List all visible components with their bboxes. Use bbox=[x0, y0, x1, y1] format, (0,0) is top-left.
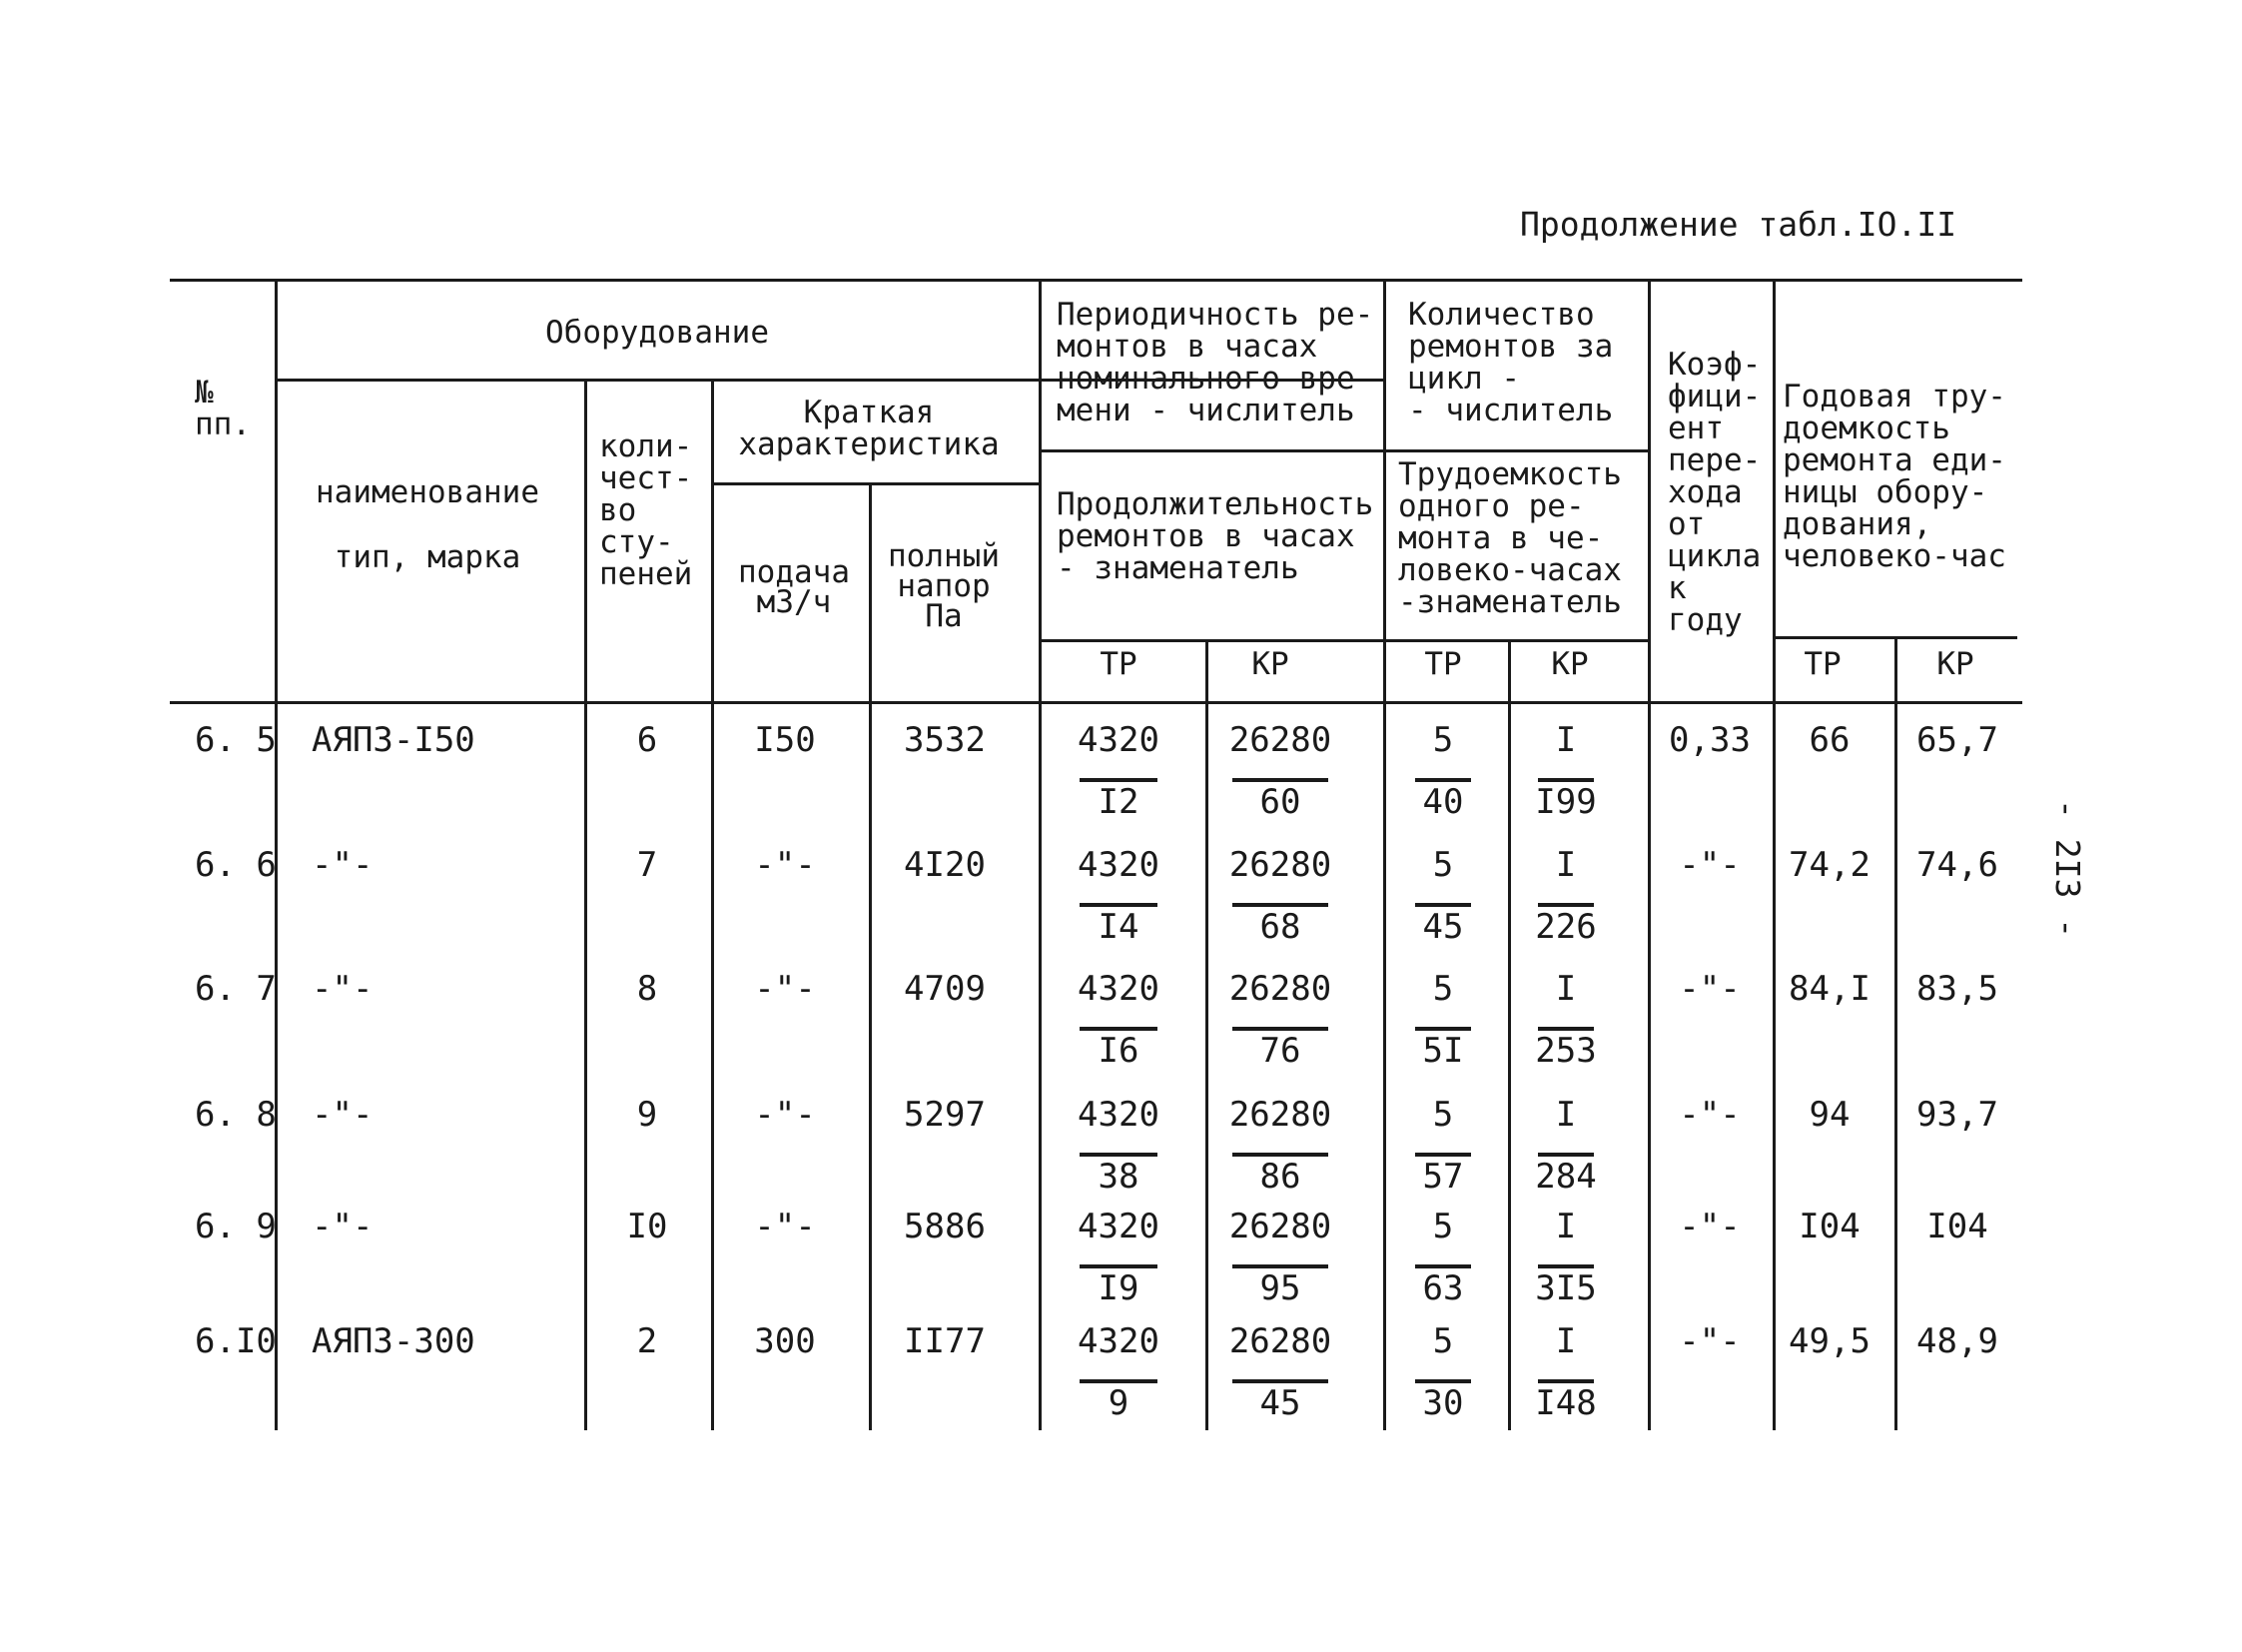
labor-header-line: -знаменатель bbox=[1398, 584, 1622, 620]
row-number: 6. 9 bbox=[195, 1207, 277, 1246]
fraction-denominator: 45 bbox=[1422, 907, 1464, 947]
fraction-denominator: 40 bbox=[1422, 782, 1464, 822]
tr-subheader: ТР bbox=[1100, 646, 1137, 682]
fraction-numerator: 26280 bbox=[1228, 1095, 1332, 1135]
fraction-denominator: I6 bbox=[1098, 1031, 1139, 1071]
column-rule-stages bbox=[711, 379, 714, 1430]
stage-count: 7 bbox=[636, 845, 658, 885]
flow-header-line: подача bbox=[738, 554, 850, 590]
coef-header-line: пере- bbox=[1668, 442, 1762, 478]
fraction-denominator: I99 bbox=[1535, 782, 1597, 822]
stage-count: I0 bbox=[626, 1207, 668, 1246]
period-header-line: Периодичность ре- bbox=[1057, 297, 1374, 333]
fraction-bar bbox=[1415, 1153, 1471, 1157]
fraction-numerator: 4320 bbox=[1078, 845, 1159, 885]
fraction-numerator: 5 bbox=[1432, 1321, 1454, 1361]
coef-header-line: хода bbox=[1668, 474, 1743, 510]
fraction-denominator: 63 bbox=[1422, 1268, 1464, 1308]
equipment-name: АЯПЗ-I50 bbox=[312, 720, 475, 760]
count-header-line: цикл - bbox=[1408, 361, 1520, 397]
labor-header-line: ловеко-часах bbox=[1398, 552, 1622, 588]
fraction-bar bbox=[1232, 1379, 1328, 1383]
fraction-numerator: 26280 bbox=[1228, 720, 1332, 760]
flow-header-line: м3/ч bbox=[756, 584, 832, 620]
stages-header-line: сту- bbox=[599, 524, 674, 560]
row-number: 6. 8 bbox=[195, 1095, 277, 1135]
tr-subheader: ТР bbox=[1424, 646, 1462, 682]
brief-header-line: характеристика bbox=[738, 426, 1000, 462]
stages-header-line: коли- bbox=[599, 428, 693, 464]
coef-header-line: цикла bbox=[1668, 538, 1762, 574]
head-value: 4709 bbox=[904, 969, 986, 1009]
num-header-line: пп. bbox=[195, 407, 251, 442]
annual-tr: 66 bbox=[1809, 720, 1851, 760]
kr-subheader: КР bbox=[1251, 646, 1289, 682]
fraction-denominator: 226 bbox=[1535, 907, 1597, 947]
fraction-bar bbox=[1232, 778, 1328, 782]
fraction-numerator: I bbox=[1555, 969, 1577, 1009]
fraction-denominator: 95 bbox=[1259, 1268, 1301, 1308]
annual-kr: 65,7 bbox=[1916, 720, 1998, 760]
duration-header-line: ремонтов в часах bbox=[1057, 518, 1355, 554]
fraction-numerator: 5 bbox=[1432, 845, 1454, 885]
fraction-denominator: 45 bbox=[1259, 1383, 1301, 1423]
head-header-line: полный bbox=[888, 538, 1000, 574]
num-header-line: № bbox=[195, 375, 214, 411]
annual-kr: 48,9 bbox=[1916, 1321, 1998, 1361]
transition-coef: -"- bbox=[1679, 1321, 1741, 1361]
fraction-bar bbox=[1538, 1264, 1594, 1268]
annual-header-line: человеко-час bbox=[1783, 538, 2006, 574]
fraction-numerator: 5 bbox=[1432, 969, 1454, 1009]
stages-header-line: во bbox=[599, 492, 637, 528]
annual-header-line: ницы обору- bbox=[1783, 474, 1988, 510]
page-number: - 2I3 - bbox=[2048, 799, 2087, 939]
fraction-numerator: 4320 bbox=[1078, 969, 1159, 1009]
count-header-rule bbox=[1383, 449, 1648, 452]
stage-count: 6 bbox=[636, 720, 658, 760]
flow-value: -"- bbox=[754, 1207, 816, 1246]
flow-value: -"- bbox=[754, 1095, 816, 1135]
stages-header-line: чест- bbox=[599, 460, 693, 496]
fraction-denominator: I4 bbox=[1098, 907, 1139, 947]
fraction-numerator: 26280 bbox=[1228, 1321, 1332, 1361]
row-number: 6. 7 bbox=[195, 969, 277, 1009]
fraction-denominator: 9 bbox=[1108, 1383, 1129, 1423]
annual-header-line: дования, bbox=[1783, 506, 1932, 542]
fraction-denominator: 253 bbox=[1535, 1031, 1597, 1071]
head-value: 4I20 bbox=[904, 845, 986, 885]
annual-kr: I04 bbox=[1926, 1207, 1988, 1246]
tr-kr-rule bbox=[1042, 639, 1648, 642]
coef-header-line: фици- bbox=[1668, 379, 1762, 414]
fraction-bar bbox=[1080, 1264, 1157, 1268]
fraction-numerator: 5 bbox=[1432, 1095, 1454, 1135]
annual-tr: 94 bbox=[1809, 1095, 1851, 1135]
fraction-denominator: 60 bbox=[1259, 782, 1301, 822]
annual-tr: 84,I bbox=[1789, 969, 1870, 1009]
fraction-bar bbox=[1538, 1027, 1594, 1031]
table-caption: Продолжение табл.IO.II bbox=[1520, 205, 1957, 244]
fraction-denominator: 76 bbox=[1259, 1031, 1301, 1071]
fraction-numerator: I bbox=[1555, 845, 1577, 885]
column-rule-period-tr bbox=[1205, 639, 1208, 1430]
fraction-denominator: 68 bbox=[1259, 907, 1301, 947]
duration-header-line: - знаменатель bbox=[1057, 550, 1299, 586]
fraction-bar bbox=[1538, 1153, 1594, 1157]
transition-coef: -"- bbox=[1679, 845, 1741, 885]
coef-header-line: ент bbox=[1668, 411, 1724, 446]
fraction-numerator: 26280 bbox=[1228, 1207, 1332, 1246]
fraction-bar bbox=[1538, 903, 1594, 907]
fraction-denominator: 284 bbox=[1535, 1157, 1597, 1197]
head-header-line: напор bbox=[897, 568, 991, 604]
fraction-bar bbox=[1232, 903, 1328, 907]
labor-header-line: Трудоемкость bbox=[1398, 456, 1622, 492]
annual-tr: I04 bbox=[1799, 1207, 1861, 1246]
fraction-bar bbox=[1232, 1027, 1328, 1031]
period-header-line: номинального вре- bbox=[1057, 361, 1374, 397]
transition-coef: -"- bbox=[1679, 1095, 1741, 1135]
fraction-bar bbox=[1538, 1379, 1594, 1383]
fraction-numerator: 4320 bbox=[1078, 1321, 1159, 1361]
kr-subheader: КР bbox=[1936, 646, 1974, 682]
coef-header-line: Коэф- bbox=[1668, 347, 1762, 383]
equipment-header-rule bbox=[275, 379, 1042, 382]
head-value: 3532 bbox=[904, 720, 986, 760]
labor-header-line: одного ре- bbox=[1398, 488, 1585, 524]
annual-header-line: доемкость bbox=[1783, 411, 1950, 446]
fraction-denominator: I2 bbox=[1098, 782, 1139, 822]
head-value: II77 bbox=[904, 1321, 986, 1361]
fraction-bar bbox=[1080, 1027, 1157, 1031]
fraction-numerator: 26280 bbox=[1228, 845, 1332, 885]
flow-value: 300 bbox=[754, 1321, 816, 1361]
annual-tr: 49,5 bbox=[1789, 1321, 1870, 1361]
fraction-denominator: 5I bbox=[1422, 1031, 1464, 1071]
table-top-rule bbox=[170, 279, 2022, 282]
column-rule-name bbox=[584, 379, 587, 1430]
head-value: 5886 bbox=[904, 1207, 986, 1246]
fraction-numerator: I bbox=[1555, 720, 1577, 760]
row-number: 6. 5 bbox=[195, 720, 277, 760]
flow-value: I50 bbox=[754, 720, 816, 760]
coef-header-line: году bbox=[1668, 602, 1743, 638]
column-rule-count-tr bbox=[1508, 639, 1511, 1430]
equipment-name: -"- bbox=[312, 969, 374, 1009]
kr-subheader: КР bbox=[1551, 646, 1589, 682]
fraction-numerator: 26280 bbox=[1228, 969, 1332, 1009]
equipment-name: -"- bbox=[312, 1095, 374, 1135]
count-header-line: ремонтов за bbox=[1408, 329, 1614, 365]
period-split-rule bbox=[1042, 449, 1383, 452]
period-header-line: мени - числитель bbox=[1057, 393, 1355, 428]
fraction-bar bbox=[1415, 1264, 1471, 1268]
name-header-line: тип, марка bbox=[334, 539, 521, 575]
transition-coef: -"- bbox=[1679, 1207, 1741, 1246]
count-header-line: - числитель bbox=[1408, 393, 1614, 428]
stage-count: 9 bbox=[636, 1095, 658, 1135]
head-value: 5297 bbox=[904, 1095, 986, 1135]
fraction-denominator: I9 bbox=[1098, 1268, 1139, 1308]
stage-count: 2 bbox=[636, 1321, 658, 1361]
row-number: 6.I0 bbox=[195, 1321, 277, 1361]
duration-header-line: Продолжительность bbox=[1057, 486, 1374, 522]
coef-header-line: к bbox=[1668, 570, 1687, 606]
fraction-bar bbox=[1080, 903, 1157, 907]
fraction-denominator: 3I5 bbox=[1535, 1268, 1597, 1308]
fraction-numerator: 4320 bbox=[1078, 1095, 1159, 1135]
fraction-bar bbox=[1232, 1153, 1328, 1157]
fraction-numerator: 5 bbox=[1432, 720, 1454, 760]
fraction-numerator: 4320 bbox=[1078, 1207, 1159, 1246]
transition-coef: 0,33 bbox=[1669, 720, 1751, 760]
fraction-denominator: I48 bbox=[1535, 1383, 1597, 1423]
annual-header-line: Годовая тру- bbox=[1783, 379, 2006, 414]
equipment-header: Оборудование bbox=[545, 315, 769, 351]
fraction-bar bbox=[1415, 778, 1471, 782]
fraction-bar bbox=[1080, 778, 1157, 782]
brief-header-rule bbox=[711, 482, 1042, 485]
fraction-numerator: 4320 bbox=[1078, 720, 1159, 760]
annual-tr: 74,2 bbox=[1789, 845, 1870, 885]
transition-coef: -"- bbox=[1679, 969, 1741, 1009]
fraction-numerator: 5 bbox=[1432, 1207, 1454, 1246]
fraction-bar bbox=[1080, 1153, 1157, 1157]
equipment-name: -"- bbox=[312, 1207, 374, 1246]
annual-kr: 74,6 bbox=[1916, 845, 1998, 885]
coef-header-line: от bbox=[1668, 506, 1706, 542]
stage-count: 8 bbox=[636, 969, 658, 1009]
column-rule-head bbox=[1039, 279, 1042, 1430]
fraction-numerator: I bbox=[1555, 1207, 1577, 1246]
equipment-name: АЯПЗ-300 bbox=[312, 1321, 475, 1361]
fraction-bar bbox=[1080, 1379, 1157, 1383]
header-bottom-rule bbox=[170, 701, 2022, 704]
head-header-line: Па bbox=[925, 598, 963, 634]
count-header-line: Количество bbox=[1408, 297, 1595, 333]
fraction-denominator: 30 bbox=[1422, 1383, 1464, 1423]
fraction-denominator: 57 bbox=[1422, 1157, 1464, 1197]
name-header-line: наименование bbox=[316, 474, 539, 510]
tr-subheader: ТР bbox=[1804, 646, 1842, 682]
fraction-bar bbox=[1415, 1379, 1471, 1383]
equipment-name: -"- bbox=[312, 845, 374, 885]
brief-header-line: Краткая bbox=[803, 395, 935, 430]
annual-kr: 93,7 bbox=[1916, 1095, 1998, 1135]
period-header-line: монтов в часах bbox=[1057, 329, 1318, 365]
fraction-bar bbox=[1538, 778, 1594, 782]
annual-kr: 83,5 bbox=[1916, 969, 1998, 1009]
stages-header-line: пеней bbox=[599, 556, 693, 592]
column-rule-annual-tr bbox=[1894, 636, 1897, 1430]
fraction-numerator: I bbox=[1555, 1095, 1577, 1135]
fraction-denominator: 38 bbox=[1098, 1157, 1139, 1197]
fraction-bar bbox=[1415, 903, 1471, 907]
fraction-bar bbox=[1415, 1027, 1471, 1031]
labor-header-line: монта в че- bbox=[1398, 520, 1604, 556]
column-rule-period bbox=[1383, 279, 1386, 1430]
fraction-numerator: I bbox=[1555, 1321, 1577, 1361]
row-number: 6. 6 bbox=[195, 845, 277, 885]
fraction-denominator: 86 bbox=[1259, 1157, 1301, 1197]
column-rule-coef bbox=[1773, 279, 1776, 1430]
flow-value: -"- bbox=[754, 845, 816, 885]
annual-header-line: ремонта еди- bbox=[1783, 442, 2006, 478]
column-rule-flow bbox=[869, 482, 872, 1430]
fraction-bar bbox=[1232, 1264, 1328, 1268]
flow-value: -"- bbox=[754, 969, 816, 1009]
column-rule-count bbox=[1648, 279, 1651, 1430]
